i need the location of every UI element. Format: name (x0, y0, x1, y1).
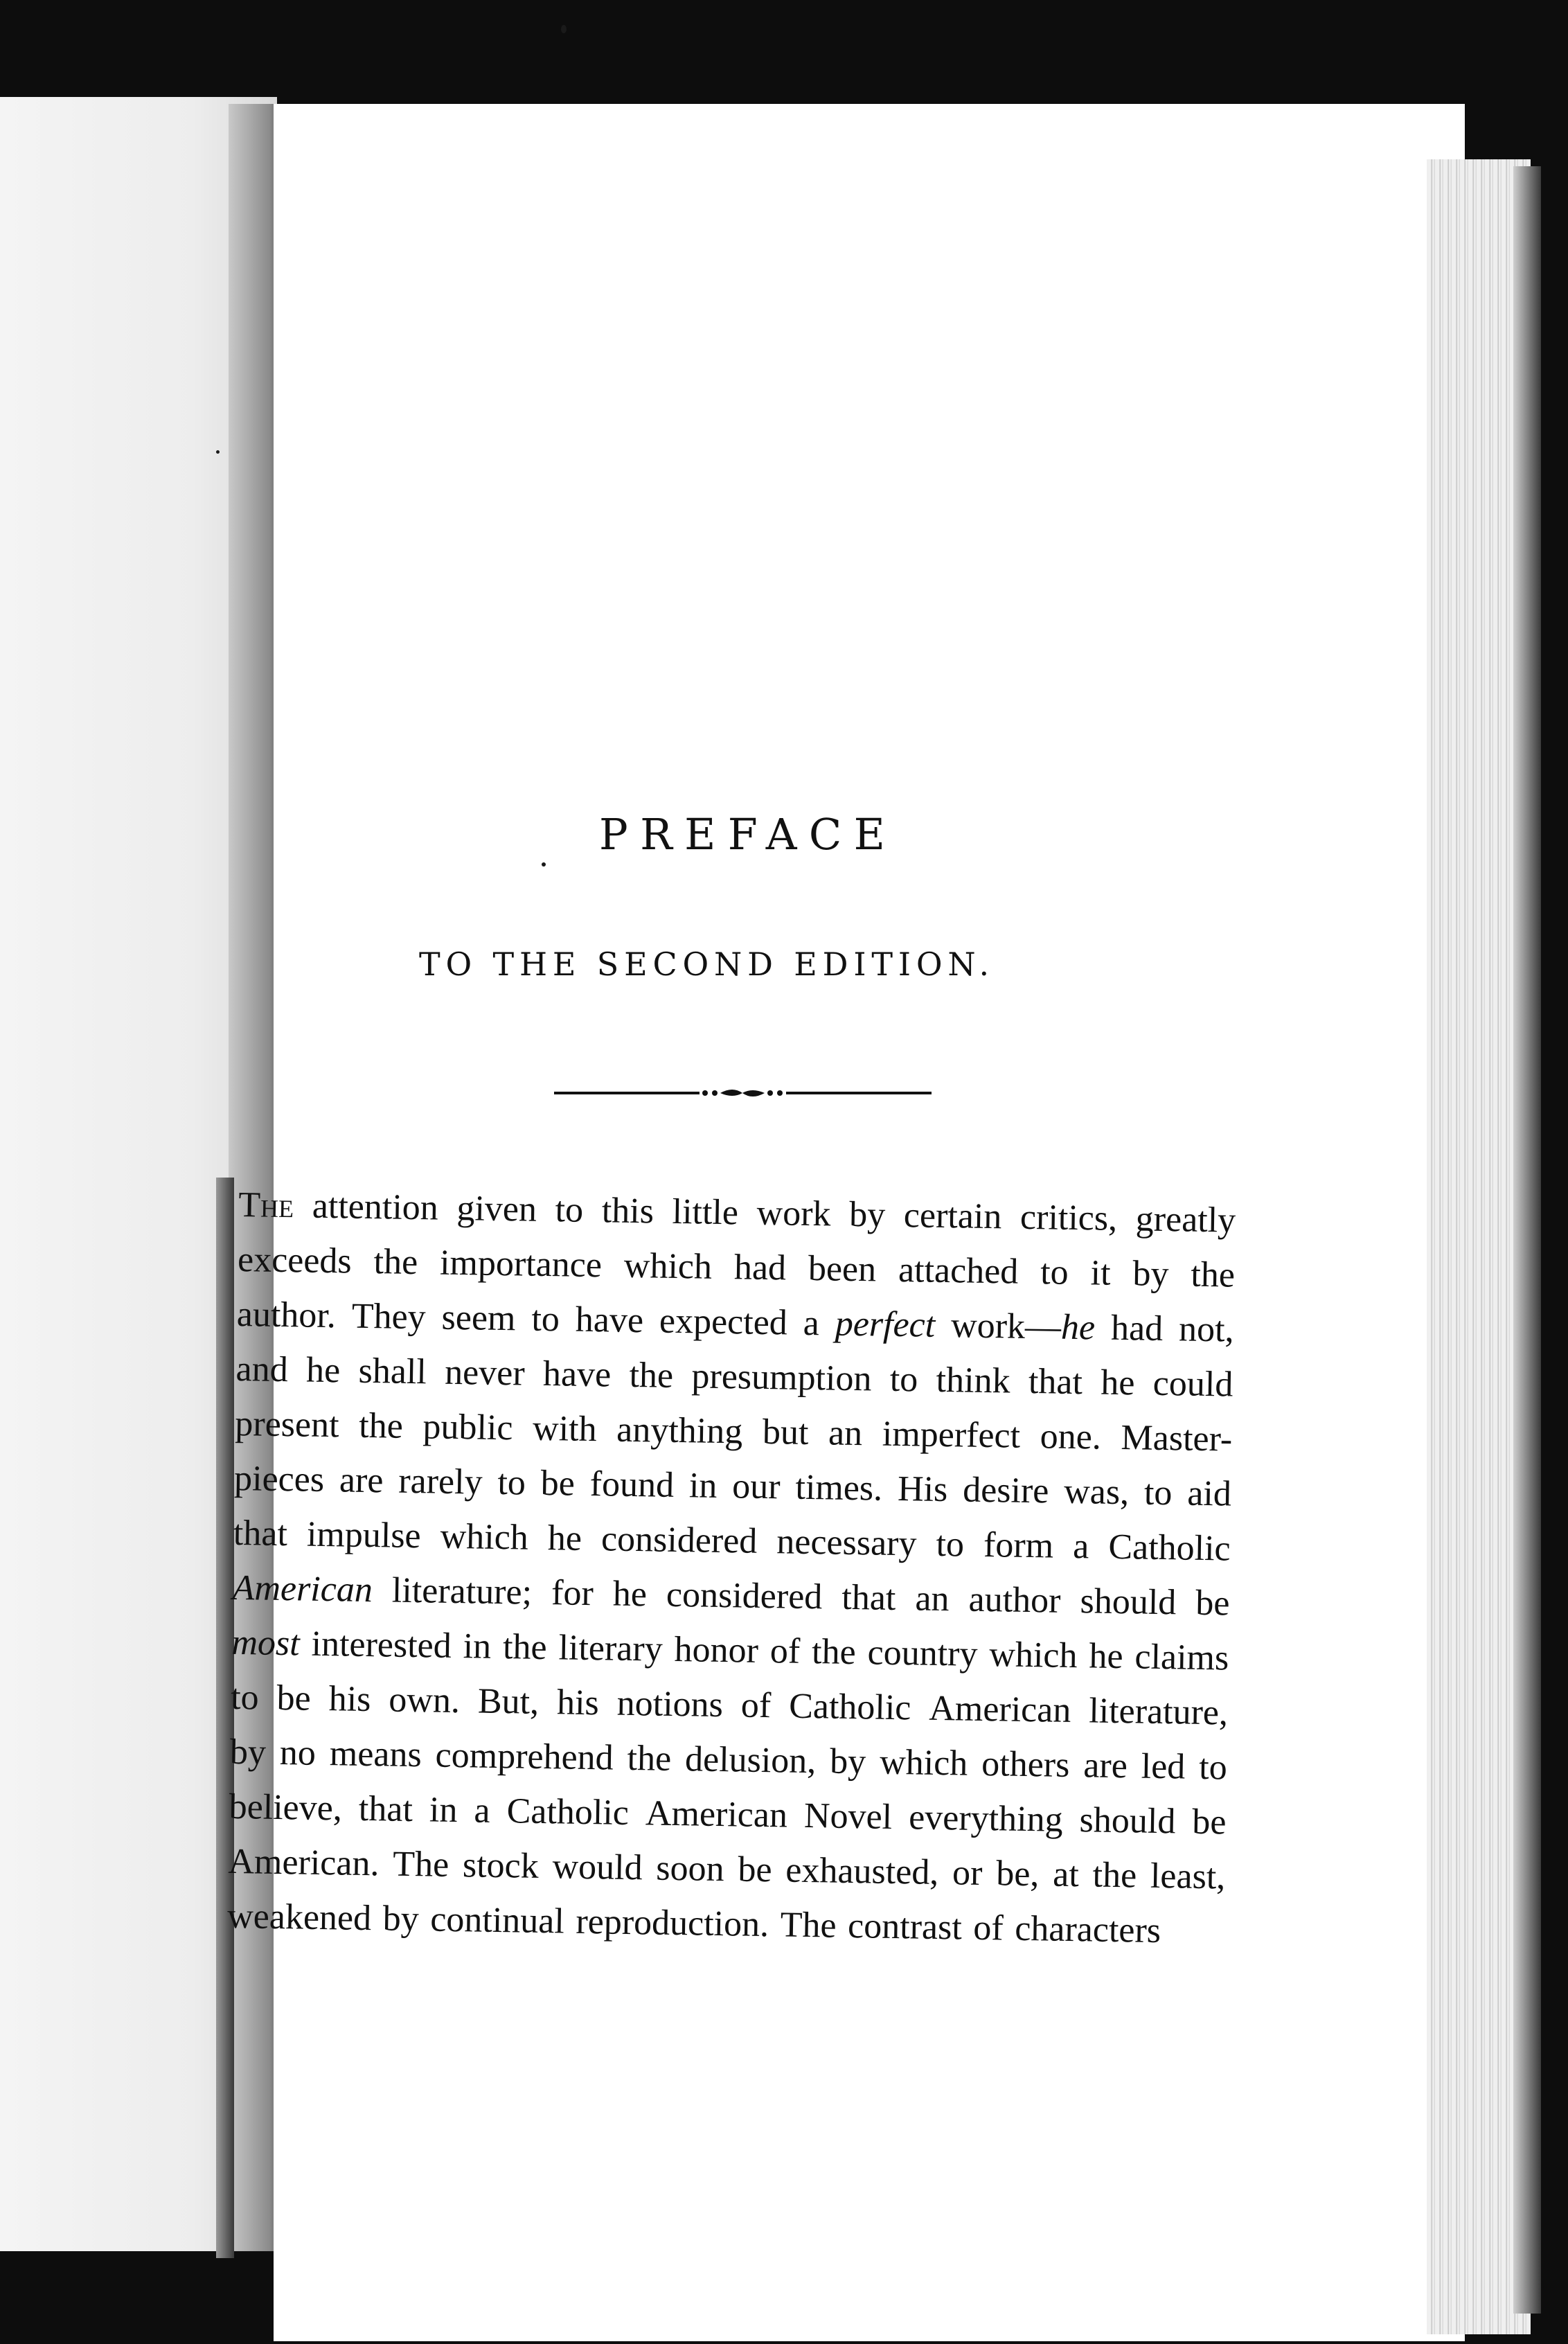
text-word: importance (439, 1243, 603, 1286)
text-word: imperfect (882, 1414, 1021, 1456)
text-word: stock (462, 1845, 540, 1886)
text-word: it (1090, 1253, 1111, 1293)
text-word: means (329, 1734, 422, 1775)
text-word: interested (311, 1624, 452, 1666)
text-word: the (502, 1627, 548, 1668)
text-word: expected (659, 1301, 788, 1343)
text-word: honor (674, 1629, 759, 1671)
text-word: delusion, (684, 1739, 817, 1782)
text-word: for (551, 1573, 594, 1614)
text-word: of (972, 1908, 1004, 1948)
text-word: impulse (306, 1514, 422, 1556)
preface-paragraph (227, 1178, 1236, 1959)
text-word: had (733, 1248, 787, 1288)
text-word: to (230, 1677, 260, 1718)
text-word: to (889, 1359, 918, 1400)
text-word: own. (388, 1680, 461, 1721)
text-word: necessary (776, 1522, 917, 1564)
text-word: was, (1063, 1471, 1130, 1513)
text-word: by (229, 1732, 267, 1773)
text-word: by (382, 1899, 420, 1939)
text-word: he (1089, 1636, 1124, 1677)
text-word: Novel (803, 1795, 893, 1837)
text-word: with (532, 1408, 598, 1450)
text-word: Catholic (506, 1791, 630, 1833)
text-word: never (444, 1352, 526, 1394)
text-word: in (463, 1626, 492, 1667)
text-word: attached (898, 1250, 1019, 1292)
text-word: everything (908, 1797, 1064, 1840)
text-word: of (769, 1631, 801, 1671)
text-word: in (429, 1790, 458, 1831)
text-word: The (780, 1905, 837, 1946)
ornament-divider (554, 1085, 932, 1101)
text-word: the (811, 1632, 857, 1673)
text-word: His (897, 1468, 948, 1510)
text-word: attention (312, 1186, 439, 1228)
text-word: certain (903, 1196, 1002, 1237)
text-word: literature, (1088, 1691, 1229, 1733)
text-word: public (422, 1407, 513, 1448)
text-word: be (1195, 1583, 1230, 1624)
text-word: the (358, 1405, 404, 1446)
page-edges-shadow (1513, 166, 1541, 2314)
text-word: work (756, 1193, 831, 1234)
text-word: country (867, 1633, 978, 1674)
text-word: literature; (391, 1570, 533, 1613)
text-word: considered (600, 1519, 758, 1561)
text-word: no (279, 1733, 317, 1773)
text-word: have (542, 1353, 612, 1395)
text-word: that (358, 1788, 413, 1830)
text-word: to (1040, 1252, 1069, 1293)
text-word: form (983, 1525, 1054, 1566)
text-word: which (623, 1245, 713, 1287)
text-word: to (1198, 1747, 1228, 1788)
text-word: which (440, 1516, 529, 1558)
text-word: be (738, 1849, 773, 1890)
text-word: others (981, 1743, 1070, 1785)
text-word: are (1083, 1746, 1128, 1786)
text-word: to (555, 1190, 584, 1230)
text-word: Catholic (1108, 1527, 1231, 1569)
text-word: could (1152, 1363, 1233, 1405)
text-word: should (1080, 1581, 1177, 1623)
text-word: contrast (847, 1906, 963, 1948)
text-word: the (373, 1242, 418, 1283)
text-word: anything (616, 1410, 743, 1452)
text-word: to (497, 1462, 526, 1503)
text-word: would (552, 1847, 643, 1888)
text-word: and (235, 1349, 289, 1390)
text-word: that (841, 1577, 896, 1618)
text-word: They (351, 1296, 427, 1338)
text-word: by (848, 1194, 886, 1235)
text-word: a (474, 1791, 491, 1831)
text-word: weakened (226, 1896, 372, 1939)
text-word: desire (962, 1470, 1049, 1511)
text-word: be (276, 1678, 312, 1719)
text-word: given (456, 1188, 537, 1229)
text-word: least, (1150, 1856, 1226, 1897)
text-word: rarely (398, 1461, 483, 1502)
text-word: he (547, 1518, 582, 1559)
text-word: to (531, 1299, 560, 1340)
text-word: should (1079, 1800, 1176, 1842)
text-word: Master- (1121, 1418, 1233, 1459)
text-word: the (627, 1738, 672, 1779)
text-word: the (1092, 1855, 1137, 1896)
text-word: think (936, 1360, 1011, 1401)
text-word: little (672, 1191, 739, 1233)
text-word: that (1028, 1361, 1083, 1403)
text-word: author (968, 1579, 1061, 1621)
text-word: American (645, 1793, 788, 1836)
page-subtitle: TO THE SECOND EDITION. (419, 945, 995, 983)
text-word: not, (1178, 1309, 1235, 1350)
text-word: be, (995, 1854, 1040, 1894)
text-word: The (238, 1184, 294, 1226)
text-word: an (828, 1413, 863, 1454)
text-word: work—he (950, 1306, 1096, 1348)
scan-speck (561, 25, 567, 33)
text-word: present (234, 1403, 340, 1446)
scan-speck (216, 450, 220, 454)
text-word: of (740, 1685, 772, 1726)
text-word: the (1190, 1254, 1236, 1295)
text-word: be (540, 1463, 576, 1504)
text-word: his (556, 1682, 600, 1723)
text-word: have (575, 1299, 644, 1341)
text-word: author. (236, 1294, 337, 1336)
text-word: had (1110, 1308, 1164, 1349)
text-word: but (762, 1412, 809, 1453)
text-word: Catholic (788, 1686, 911, 1728)
text-word: But, (477, 1681, 540, 1722)
text-word: he (1100, 1362, 1135, 1403)
text-word: found (589, 1464, 675, 1505)
text-word: by (1132, 1254, 1169, 1295)
text-word: that (233, 1513, 288, 1554)
text-word: which (879, 1742, 968, 1784)
text-word: most (231, 1622, 301, 1664)
text-word: at (1052, 1854, 1080, 1895)
text-word: considered (666, 1574, 823, 1617)
text-word: a (803, 1303, 820, 1344)
text-word: presumption (691, 1356, 872, 1399)
text-word: aid (1186, 1473, 1232, 1514)
text-word: reproduction. (576, 1901, 769, 1945)
text-word: literary (558, 1628, 663, 1669)
text-word: claims (1134, 1637, 1229, 1678)
text-word: been (808, 1248, 877, 1290)
text-word: the (629, 1355, 674, 1396)
text-word: be (1191, 1802, 1227, 1843)
text-word: are (339, 1460, 384, 1501)
text-word: comprehend (435, 1735, 614, 1778)
text-word: our (731, 1466, 781, 1507)
text-word: greatly (1135, 1199, 1236, 1241)
text-word: a (1072, 1526, 1089, 1567)
text-word: led (1141, 1746, 1186, 1787)
text-word: exceeds (237, 1239, 353, 1281)
text-word: critics, (1019, 1197, 1118, 1238)
text-word: American (232, 1568, 373, 1610)
text-word: shall (358, 1351, 427, 1392)
text-word: American. (228, 1841, 380, 1884)
text-word: believe, (229, 1786, 343, 1829)
text-word: seem (441, 1297, 516, 1339)
text-word: in (688, 1466, 718, 1506)
text-word: which (988, 1635, 1078, 1676)
text-word: American (928, 1688, 1071, 1730)
page-title: PREFACE (599, 809, 898, 860)
text-word: pieces (233, 1458, 325, 1500)
scan-speck (542, 862, 546, 867)
text-word: soon (655, 1848, 725, 1890)
text-word: characters (1014, 1908, 1161, 1951)
text-word: times. (795, 1467, 883, 1509)
text-word: he (612, 1574, 648, 1615)
text-word: his (328, 1679, 371, 1720)
text-word: continual (429, 1899, 565, 1942)
text-word: exhausted, (785, 1850, 939, 1892)
text-word: he (305, 1350, 341, 1391)
text-word: to (1143, 1473, 1173, 1513)
text-word: an (915, 1579, 950, 1619)
text-word: this (601, 1191, 654, 1232)
text-word: by (829, 1741, 866, 1782)
text-word: The (392, 1844, 449, 1885)
text-word: notions (616, 1683, 724, 1725)
text-word: one. (1040, 1417, 1102, 1457)
text-word: to (936, 1524, 965, 1565)
text-word: perfect (835, 1304, 936, 1345)
text-word: or (952, 1853, 983, 1893)
